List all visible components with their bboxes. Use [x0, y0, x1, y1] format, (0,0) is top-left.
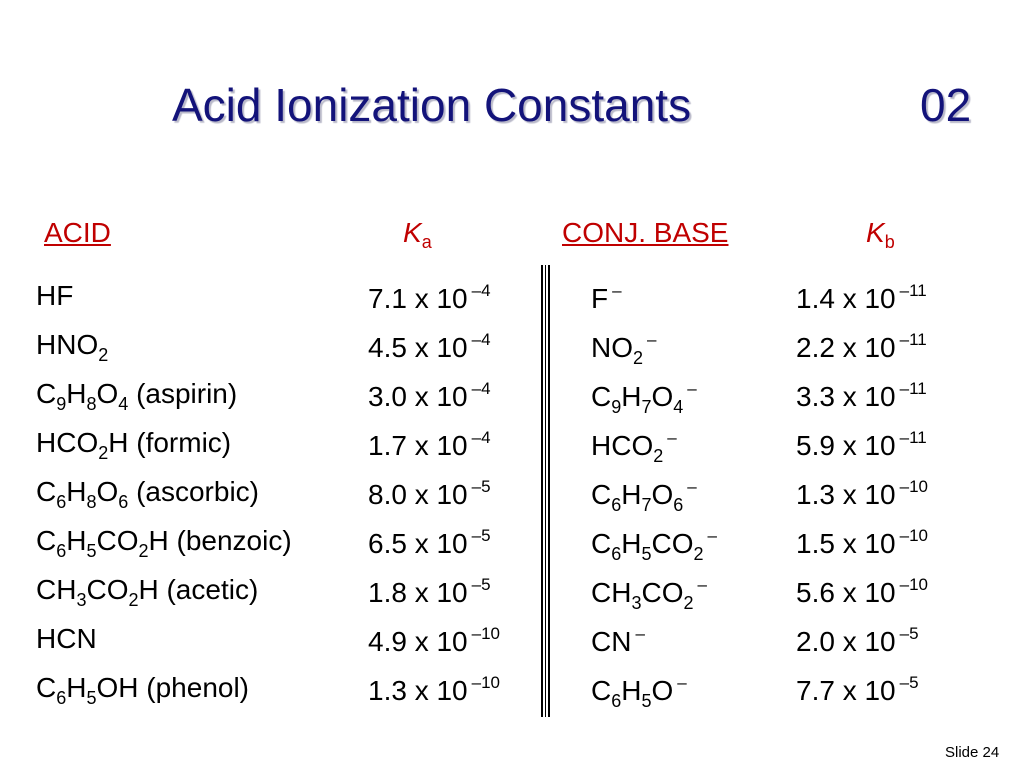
table-row	[0, 478, 1024, 526]
table-row	[0, 380, 1024, 428]
acid-formula: $C_6H_5CO_2H$ (benzoic)	[36, 525, 292, 561]
acid-formula: $HCO_2H$ (formic)	[36, 427, 232, 463]
slide-title-number: 02	[920, 79, 972, 131]
ka-value: 1.3 x 10 $^{-10}$	[368, 673, 501, 706]
kb-value: 1.5 x 10 $^{-10}$	[796, 526, 929, 559]
table-row	[0, 429, 1024, 477]
acid-formula: $C_6H_5OH$ (phenol)	[36, 672, 250, 708]
conj-base-formula: $C_9H_7O_4^-$	[591, 379, 697, 417]
conj-base-formula: CN –	[591, 624, 645, 657]
acid-formula: $C_6H_8O_6$ (ascorbic)	[36, 476, 259, 512]
ka-value: 3.0 x 10 $^{-4}$	[368, 379, 491, 412]
acid-formula: $C_9H_8O_4$ (aspirin)	[36, 378, 238, 414]
ka-value: 4.5 x 10 $^{-4}$	[368, 330, 491, 363]
ka-value: 7.1 x 10 $^{-4}$	[368, 281, 491, 314]
conj-base-formula: $HCO_2^-$	[591, 428, 677, 466]
ka-value: 8.0 x 10 $^{-5}$	[368, 477, 491, 510]
column-divider	[541, 265, 550, 717]
conj-base-formula: $NO_2^-$	[591, 330, 657, 368]
kb-value: 1.3 x 10 $^{-10}$	[796, 477, 929, 510]
conj-base-formula: $C_6H_5O$ –	[591, 673, 687, 711]
kb-value: 3.3 x 10 $^{-11}$	[796, 379, 927, 412]
conj-base-formula: $C_6H_5CO_2^-$	[591, 526, 717, 564]
ka-symbol: K	[403, 217, 422, 248]
table-row	[0, 331, 1024, 379]
acid-formula: HCN	[36, 623, 97, 654]
kb-symbol: K	[866, 217, 885, 248]
slide-title: Acid Ionization Constants	[172, 79, 692, 131]
column-header-conj-base: CONJ. BASE	[562, 217, 729, 248]
ka-value: 1.8 x 10 $^{-5}$	[368, 575, 491, 608]
acid-formula: $CH_3CO_2H$ (acetic)	[36, 574, 259, 610]
table-row	[0, 625, 1024, 673]
kb-value: 7.7 x 10 $^{-5}$	[796, 673, 919, 706]
ka-value: 6.5 x 10 $^{-5}$	[368, 526, 491, 559]
kb-value: 5.6 x 10 $^{-10}$	[796, 575, 929, 608]
kb-value: 5.9 x 10 $^{-11}$	[796, 428, 927, 461]
ka-value: 4.9 x 10 $^{-10}$	[368, 624, 501, 657]
kb-value: 2.0 x 10 $^{-5}$	[796, 624, 919, 657]
column-header-acid: ACID	[44, 217, 111, 248]
kb-subscript: b	[884, 232, 895, 252]
acid-formula: $HNO_2$	[36, 329, 109, 365]
ka-subscript: a	[421, 232, 432, 252]
acid-formula: HF	[36, 280, 74, 311]
table-row	[0, 527, 1024, 575]
column-header-kb	[866, 219, 895, 251]
slide-number: Slide 24	[945, 744, 1000, 761]
conj-base-formula: $C_6H_7O_6^-$	[591, 477, 697, 515]
table-row	[0, 674, 1024, 722]
ka-value: 1.7 x 10 $^{-4}$	[368, 428, 491, 461]
table-row	[0, 282, 1024, 330]
conj-base-formula: $CH_3CO_2^-$	[591, 575, 707, 613]
column-header-ka	[403, 219, 432, 251]
kb-value: 1.4 x 10 $^{-11}$	[796, 281, 927, 314]
table-row	[0, 576, 1024, 624]
conj-base-formula: F –	[591, 281, 622, 314]
kb-value: 2.2 x 10 $^{-11}$	[796, 330, 927, 363]
